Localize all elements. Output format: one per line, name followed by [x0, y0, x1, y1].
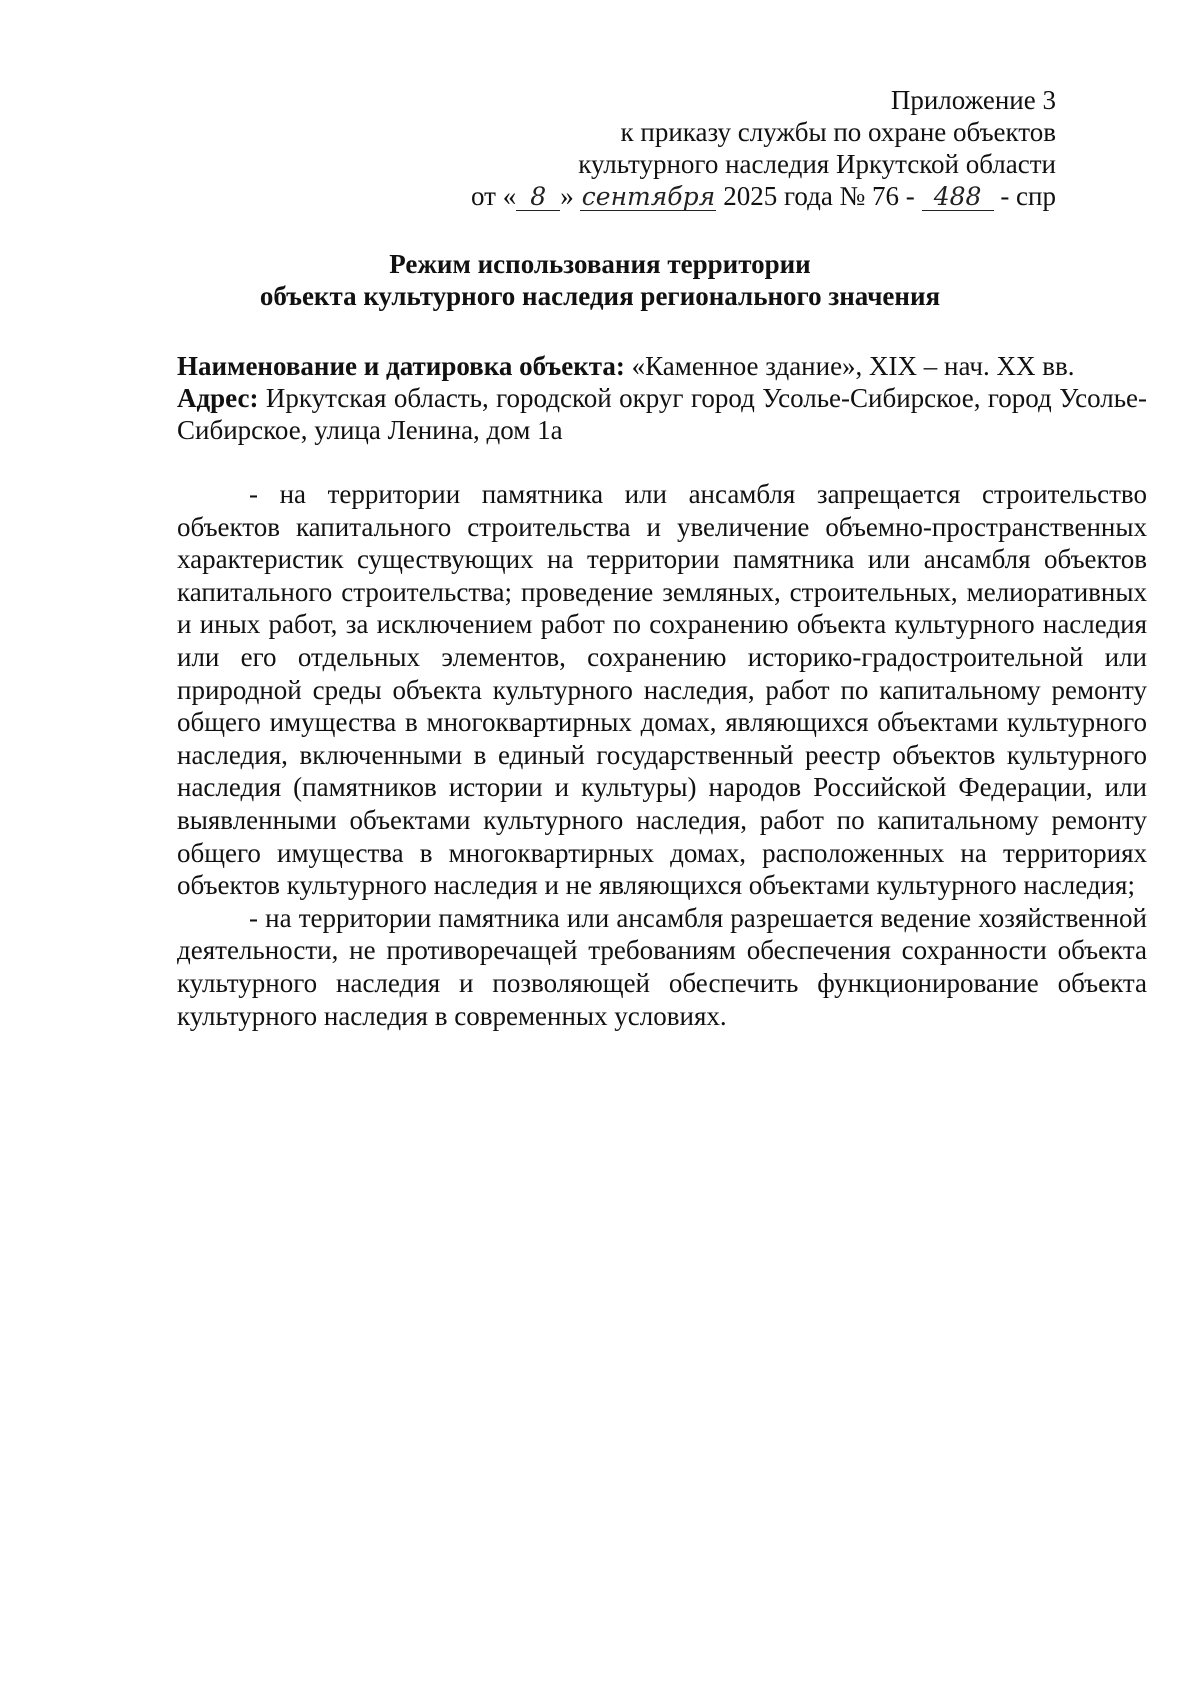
object-address-value: Иркутская область, городской округ город Усолье-Сибирское, город Усолье-Сибирское, улица Ленина, дом 1а	[177, 383, 1147, 445]
appendix-number: Приложение 3	[890, 85, 1056, 115]
title-line-2: объекта культурного наследия регионального значения	[259, 281, 941, 311]
appendix-order-ref: к приказу службы по охране объектов	[620, 117, 1056, 147]
handwritten-order-number: 488	[922, 184, 994, 211]
object-meta	[177, 350, 1147, 446]
appendix-authority: культурного наследия Иркутской области	[578, 149, 1056, 179]
document-title	[0, 248, 1200, 312]
title-line-1: Режим использования территории	[389, 249, 811, 279]
appendix-header	[471, 84, 1056, 212]
document-body	[177, 478, 1147, 1032]
order-suffix: - спр	[1000, 181, 1056, 211]
object-address-row	[177, 382, 1147, 446]
appendix-date-line	[471, 180, 1056, 212]
object-name-label: Наименование и датировка объекта:	[177, 351, 625, 381]
object-name-row	[177, 350, 1147, 382]
date-mid: »	[560, 181, 574, 211]
object-name-value: «Каменное здание», XIX – нач. XX вв.	[631, 351, 1075, 381]
date-year-text: 2025 года № 76 -	[723, 181, 915, 211]
date-prefix: от «	[471, 181, 517, 211]
paragraph-permissions: - на территории памятника или ансамбля разрешается ведение хозяйственной деятельности, не противоречащей требованиям обеспечения сохранности объекта культурного наследия и позволяющей обеспечить функционирование объекта культурного наследия в современных условиях.	[177, 902, 1147, 1031]
handwritten-month: сентября	[581, 182, 716, 211]
paragraph-prohibitions: - на территории памятника или ансамбля запрещается строительство объектов капитального строительства и увеличение объемно-пространственных характеристик существующих на территории памятника или ансамбля объектов капитального строительства; проведение земляных, строительных, мелиоративных и иных работ, за исключением работ по сохранению объекта культурного наследия или его отдельных элементов, сохранению историко-градостроительной или природной среды объекта культурного наследия, работ по капитальному ремонту общего имущества в многоквартирных домах, являющихся объектами культурного наследия, включенными в единый государственный реестр объектов культурного наследия (памятников истории и культуры) народов Российской Федерации, или выявленными объектами культурного наследия, работ по капитальному ремонту общего имущества в многоквартирных домах, расположенных на территориях объектов культурного наследия и не являющихся объектами культурного наследия;	[177, 479, 1147, 901]
handwritten-day: 8	[516, 184, 560, 211]
object-address-label: Адрес:	[177, 383, 259, 413]
